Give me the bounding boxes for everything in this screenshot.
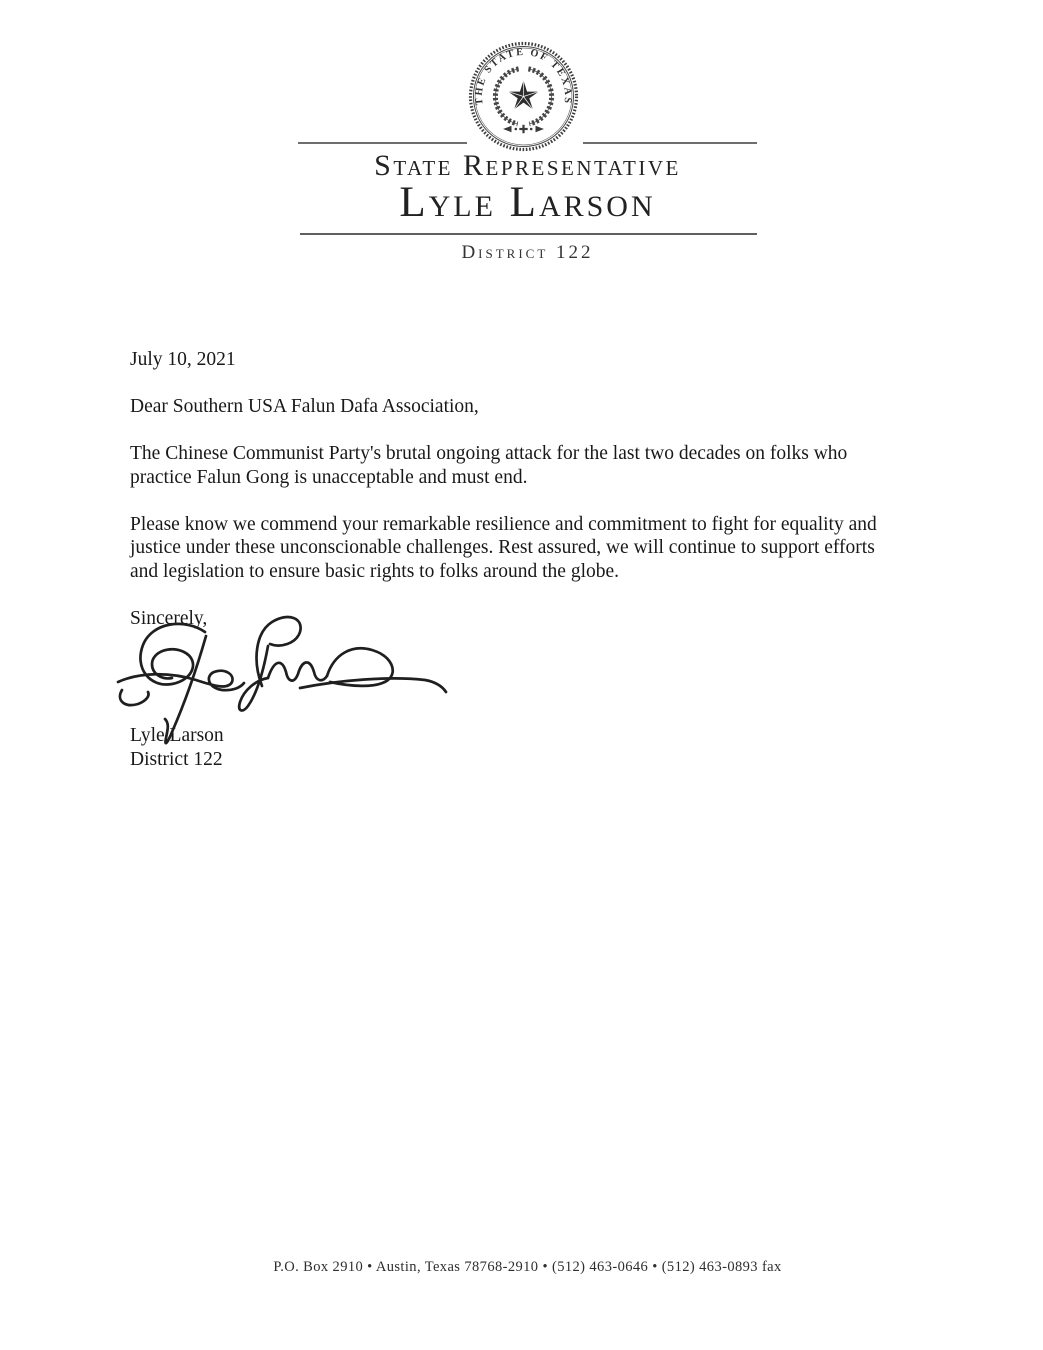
salutation: Dear Southern USA Falun Dafa Association, (130, 396, 479, 417)
seal-bottom-ornament (503, 125, 544, 133)
header-rule-right (583, 142, 757, 144)
footer-contact-line: P.O. Box 2910 • Austin, Texas 78768-2910 • (512) 463-0646 • (512) 463-0893 fax (273, 1259, 782, 1275)
office-title: State Representative (374, 149, 681, 182)
paragraph-1-line-2: practice Falun Gong is unacceptable and must end. (130, 466, 528, 488)
signer-title: District 122 (130, 748, 223, 770)
signer-name: Lyle Larson (130, 725, 224, 746)
header-rule-left (298, 142, 467, 144)
paragraph-1-line-1: The Chinese Communist Party's brutal ongoing attack for the last two decades on folks who (130, 443, 848, 464)
letter-date: July 10, 2021 (130, 349, 236, 370)
paragraph-1 (130, 442, 930, 489)
paragraph-2-line-2: justice under these unconscionable challenges. Rest assured, we will continue to support efforts (130, 537, 875, 558)
paragraph-2-line-3: and legislation to ensure basic rights to folks around the globe. (130, 560, 620, 582)
paragraph-2 (130, 513, 930, 584)
seal-ring-text: THE STATE OF TEXAS (473, 46, 574, 106)
header-rule-bottom (300, 233, 757, 235)
district-label: District 122 (461, 242, 594, 263)
footer-contact (12, 1259, 1043, 1276)
paragraph-2-line-1: Please know we commend your remarkable resilience and commitment to fight for equality and (130, 513, 877, 535)
closing: Sincerely, (130, 607, 208, 629)
representative-name: Lyle Larson (399, 179, 656, 226)
texas-state-seal-icon (467, 40, 580, 153)
signature-handwriting-icon (112, 612, 452, 754)
